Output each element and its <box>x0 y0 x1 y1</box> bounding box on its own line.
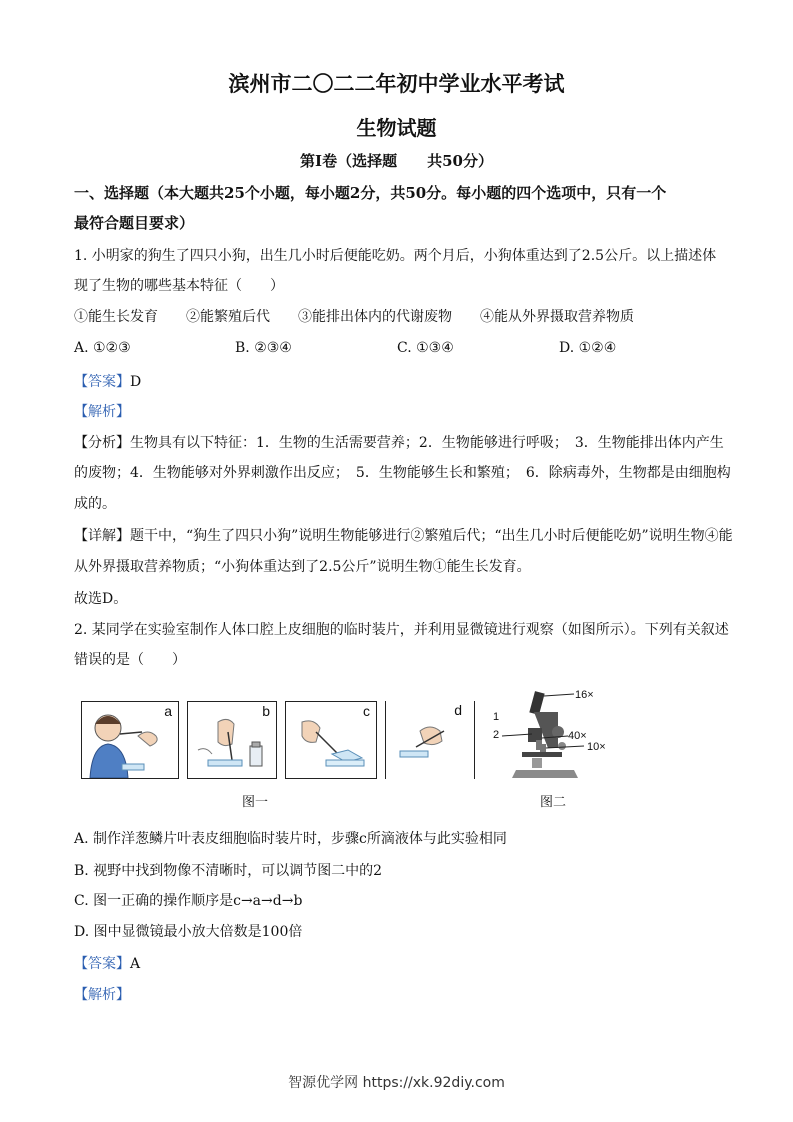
q1-stem-line2: 现了生物的哪些基本特征（ ） <box>74 278 284 294</box>
panel-label-a: a <box>164 703 172 719</box>
objective-low-label: 10× <box>587 741 606 753</box>
fenxi-text: 生物具有以下特征：1．生物的生活需要营养；2．生物能够进行呼吸； 3．生物能排出体内产生 <box>130 435 724 451</box>
q2-option-d: D. 图中显微镜最小放大倍数是100倍 <box>74 924 303 940</box>
label-1: 1 <box>493 711 500 723</box>
q1-fenxi-line2: 的废物；4．生物能够对外界刺激作出反应； 5．生物能够生长和繁殖； 6．除病毒外，生物都是由细胞构 <box>74 465 731 481</box>
q1-option-a: A. ①②③ <box>74 340 131 356</box>
exam-subtitle: 生物试题 <box>356 116 437 140</box>
q2-stem-line1: 2. 某同学在实验室制作人体口腔上皮细胞的临时装片，并利用显微镜进行观察（如图所示）。下列有关叙述 <box>74 622 729 638</box>
q2-option-a: A. 制作洋葱鳞片叶表皮细胞临时装片时，步骤c所滴液体与此实验相同 <box>74 831 507 847</box>
q1-option-c: C. ①③④ <box>397 340 454 356</box>
section-heading-line1: 一、选择题（本大题共25个小题，每小题2分，共50分。每小题的四个选项中，只有一个 <box>74 184 667 202</box>
q1-fenxi-line3: 成的。 <box>74 496 116 512</box>
q2-option-b: B. 视野中找到物像不清晰时，可以调节图二中的2 <box>74 863 383 879</box>
q2-answer-line <box>74 953 734 973</box>
xiangjie-text: 题干中，“狗生了四只小狗”说明生物能够进行②繁殖后代；“出生几小时后便能吃奶”说明生物④能 <box>130 528 733 544</box>
exam-title: 滨州市二〇二二年初中学业水平考试 <box>228 71 565 96</box>
figure1-panel-b <box>187 701 277 779</box>
q1-conclusion: 故选D。 <box>74 591 128 607</box>
q1-analysis-tag: 【解析】 <box>74 404 130 420</box>
figure2-microscope <box>488 688 618 784</box>
panel-label-c: c <box>363 703 370 719</box>
q1-xiangjie-line2: 从外界摄取营养物质；“小狗体重达到了2.5公斤”说明生物①能生长发育。 <box>74 559 531 575</box>
eyepiece-label: 16× <box>575 689 594 701</box>
q2-option-c: C. 图一正确的操作顺序是c→a→d→b <box>74 893 303 909</box>
answer-tag: 【答案】 <box>74 956 130 972</box>
answer-tag: 【答案】 <box>74 374 130 390</box>
figure1-panel-a <box>81 701 179 779</box>
q1-items: ①能生长发育 ②能繁殖后代 ③能排出体内的代谢废物 ④能从外界摄取营养物质 <box>74 309 634 325</box>
figure1-caption: 图一 <box>242 795 269 810</box>
q1-xiangjie-line1 <box>74 525 734 545</box>
q1-stem-line1: 1. 小明家的狗生了四只小狗，出生几小时后便能吃奶。两个月后，小狗体重达到了2.5公斤。以上描述体 <box>74 248 717 264</box>
q2-analysis-tag: 【解析】 <box>74 987 130 1003</box>
figure2-caption: 图二 <box>540 795 567 810</box>
fenxi-tag: 【分析】 <box>74 435 130 451</box>
panel-d-right-border <box>474 701 475 779</box>
label-2: 2 <box>493 729 500 741</box>
part-heading: 第Ⅰ卷（选择题 共50分） <box>300 152 493 170</box>
panel-label-d: d <box>454 702 462 718</box>
figure1-panel-d <box>386 701 474 779</box>
microscope-illustration <box>488 688 618 784</box>
objective-high-label: 40× <box>568 730 587 742</box>
q2-stem-line2: 错误的是（ ） <box>74 652 186 668</box>
q1-answer: D <box>130 374 142 390</box>
footer-watermark: 智源优学网 https://xk.92diy.com <box>288 1075 505 1091</box>
figure1-panel-c <box>285 701 377 779</box>
xiangjie-tag: 【详解】 <box>74 528 130 544</box>
q1-option-d: D. ①②④ <box>559 340 617 356</box>
q2-answer: A <box>130 956 141 972</box>
q1-fenxi-line1 <box>74 432 734 452</box>
section-heading-line2: 最符合题目要求） <box>74 214 195 232</box>
q1-option-b: B. ②③④ <box>235 340 292 356</box>
panel-label-b: b <box>262 703 270 719</box>
q1-answer-line <box>74 371 734 391</box>
